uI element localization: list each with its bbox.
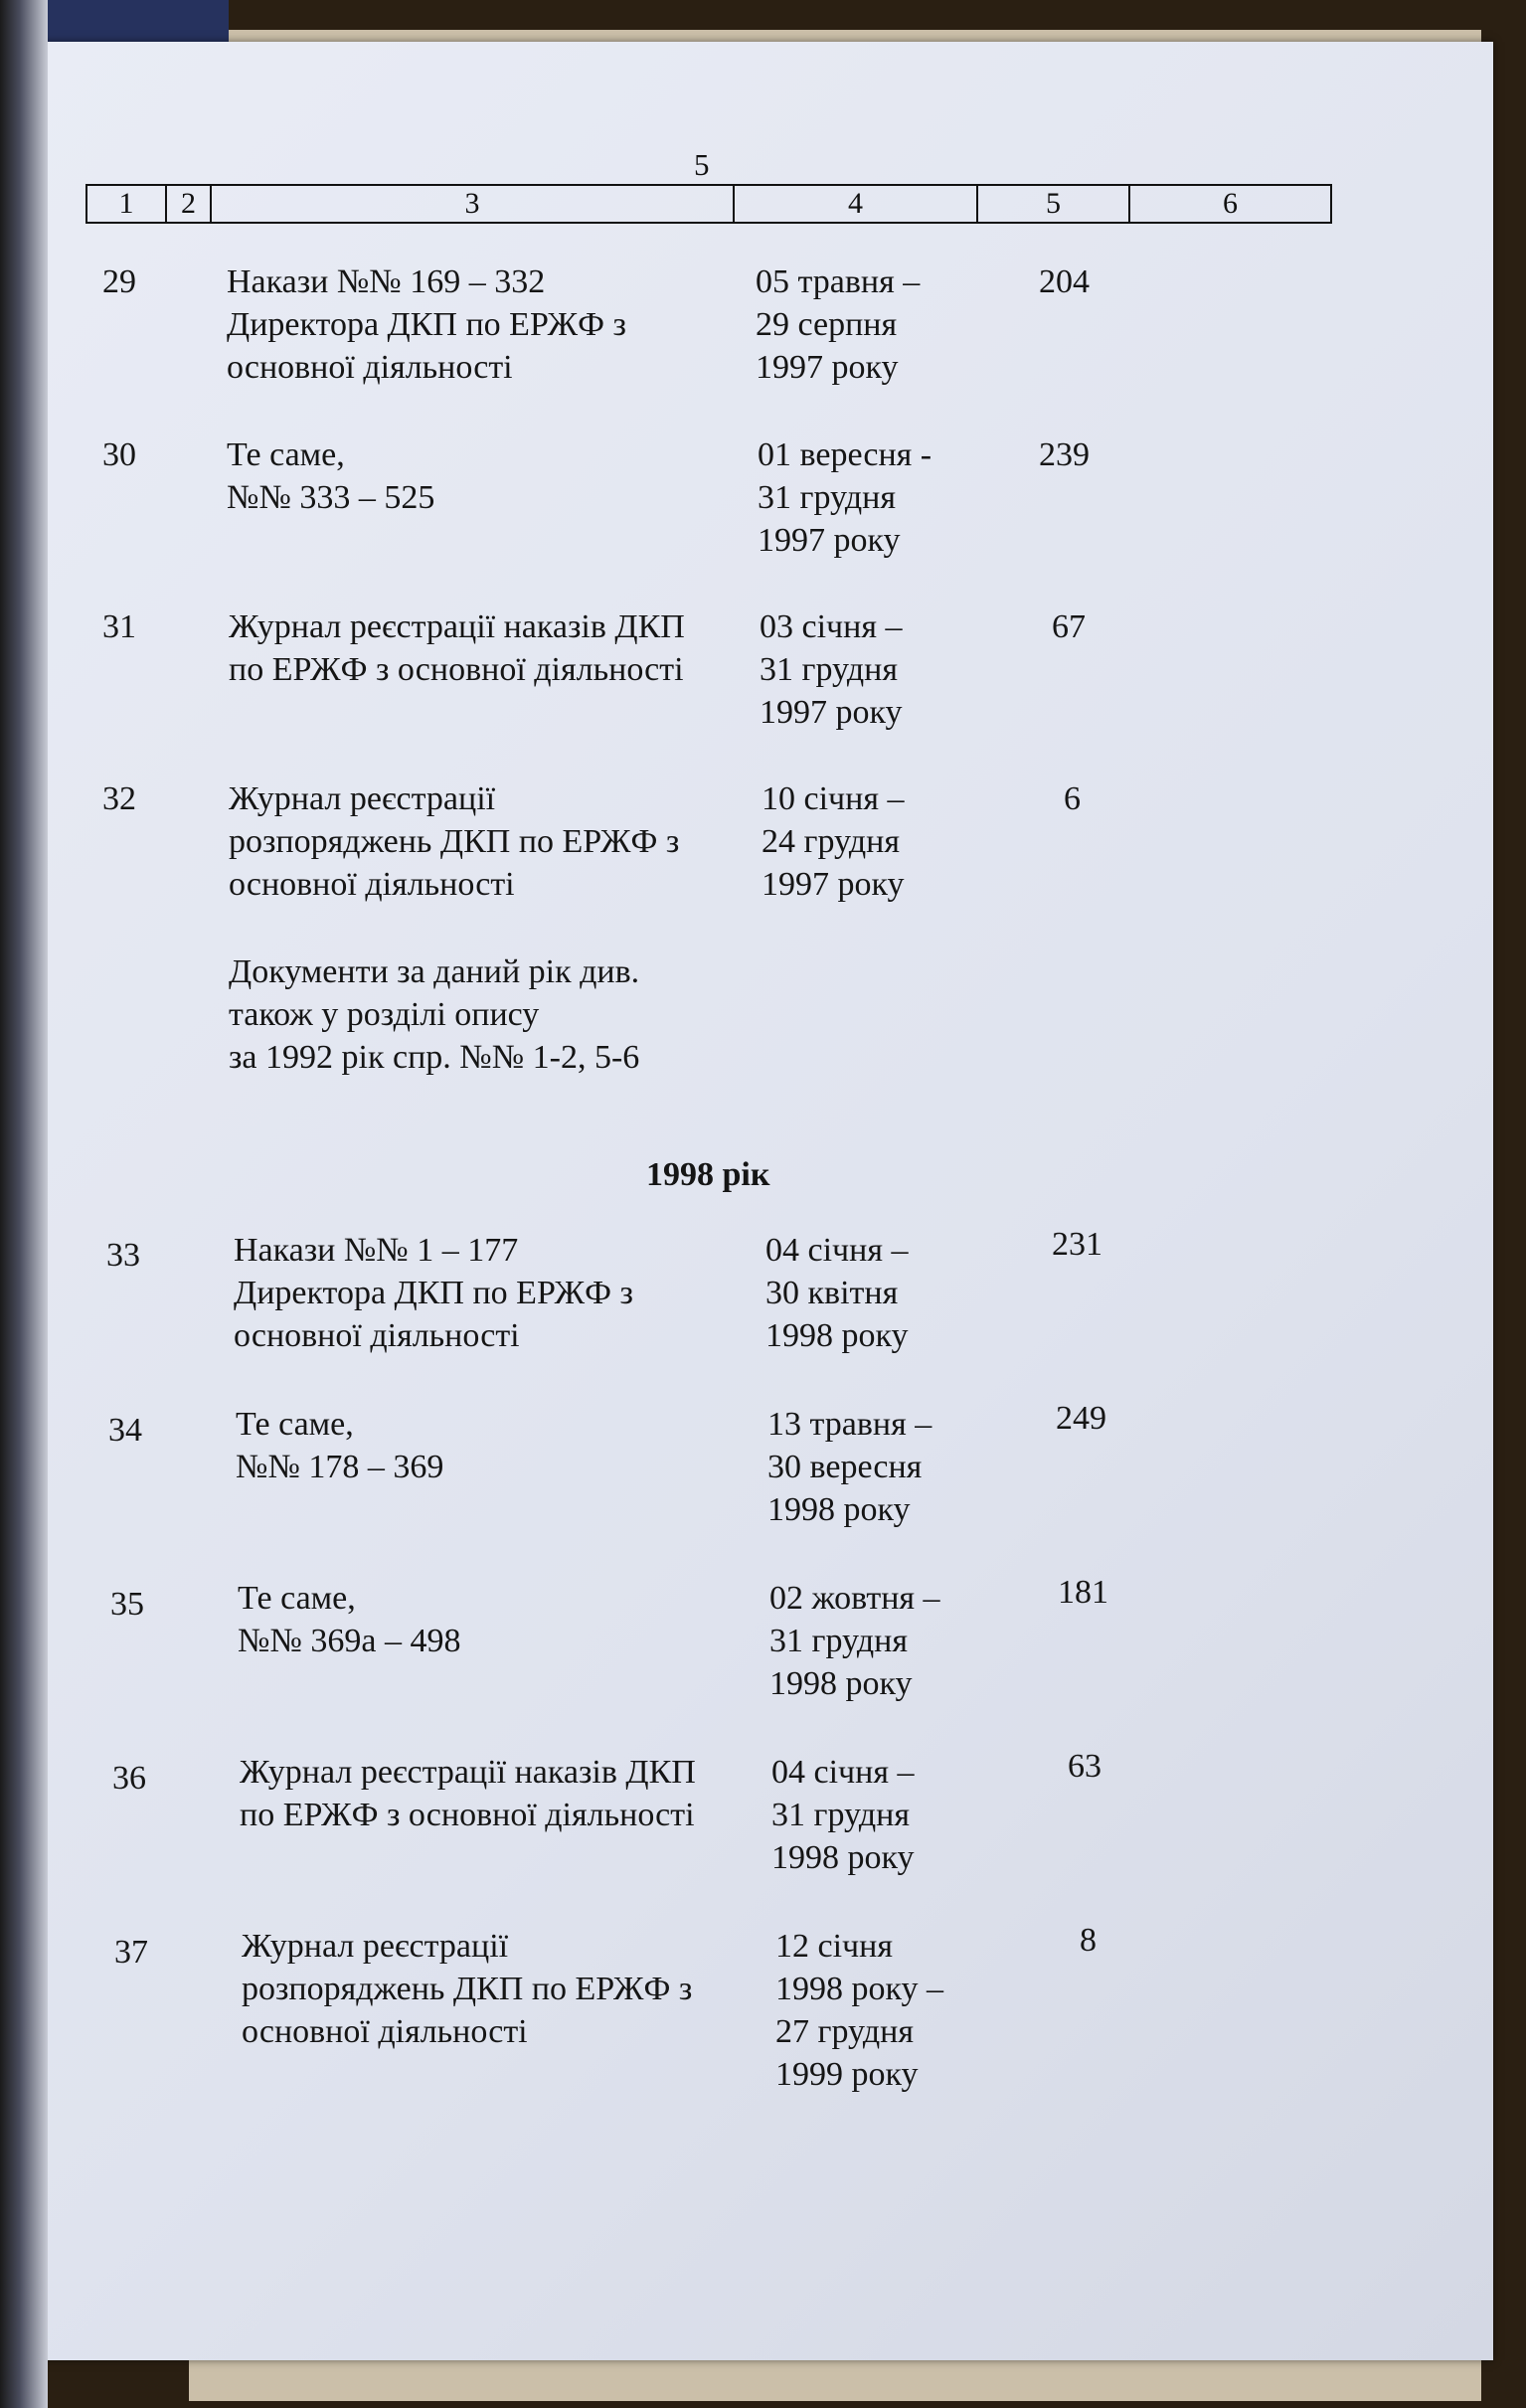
binding-spine: [0, 0, 48, 2408]
page-number: 5: [694, 147, 710, 182]
row-title: Те саме, №№ 369а – 498: [238, 1580, 461, 1659]
row-dates: 04 січня – 31 грудня 1998 року: [771, 1754, 915, 1876]
row-sheet-count: 181: [1058, 1574, 1108, 1611]
column-header-table: [85, 184, 1332, 224]
row-number: 35: [110, 1586, 144, 1623]
column-header: 1: [86, 185, 166, 223]
row-title: Накази №№ 1 – 177 Директора ДКП по ЕРЖФ з основної діяльності: [234, 1232, 633, 1354]
row-number: 37: [114, 1934, 148, 1971]
row-number: 33: [106, 1237, 140, 1274]
row-number: 34: [108, 1412, 142, 1449]
row-number: 31: [102, 608, 136, 645]
row-dates: 04 січня – 30 квітня 1998 року: [765, 1232, 909, 1354]
column-header: 6: [1129, 185, 1331, 223]
row-title: Те саме, №№ 178 – 369: [236, 1406, 444, 1485]
row-sheet-count: 239: [1039, 436, 1090, 473]
row-sheet-count: 63: [1068, 1748, 1102, 1785]
row-dates: 12 січня 1998 року – 27 грудня 1999 року: [775, 1928, 944, 2093]
row-title: Журнал реєстрації розпоряджень ДКП по ЕРЖФ з основної діяльності: [229, 780, 680, 903]
row-title: Журнал реєстрації розпоряджень ДКП по ЕРЖФ з основної діяльності: [242, 1928, 693, 2050]
row-title: Те саме, №№ 333 – 525: [227, 436, 435, 516]
column-header: 3: [211, 185, 734, 223]
column-header: 2: [166, 185, 211, 223]
row-dates: 05 травня – 29 серпня 1997 року: [756, 263, 921, 386]
row-sheet-count: 67: [1052, 608, 1086, 645]
row-sheet-count: 204: [1039, 263, 1090, 300]
row-dates: 03 січня – 31 грудня 1997 року: [760, 608, 903, 731]
row-number: 32: [102, 780, 136, 817]
column-header: 4: [734, 185, 977, 223]
row-dates: 13 травня – 30 вересня 1998 року: [767, 1406, 933, 1528]
row-title: Журнал реєстрації наказів ДКП по ЕРЖФ з основної діяльності: [240, 1754, 696, 1833]
row-sheet-count: 6: [1064, 780, 1081, 817]
row-dates: 02 жовтня – 31 грудня 1998 року: [769, 1580, 940, 1702]
row-dates: 01 вересня - 31 грудня 1997 року: [758, 436, 933, 559]
row-number: 29: [102, 263, 136, 300]
column-header: 5: [977, 185, 1129, 223]
row-dates: 10 січня – 24 грудня 1997 року: [762, 780, 905, 903]
row-sheet-count: 231: [1052, 1226, 1102, 1263]
row-title: Накази №№ 169 – 332 Директора ДКП по ЕРЖФ з основної діяльності: [227, 263, 626, 386]
row-number: 30: [102, 436, 136, 473]
row-sheet-count: 249: [1056, 1400, 1106, 1437]
year-section-heading: 1998 рік: [646, 1156, 770, 1193]
row-sheet-count: 8: [1080, 1922, 1097, 1959]
row-title: Журнал реєстрації наказів ДКП по ЕРЖФ з основної діяльності: [229, 608, 685, 688]
row-number: 36: [112, 1760, 146, 1797]
cross-reference-note: Документи за даний рік див. також у розділі опису за 1992 рік спр. №№ 1-2, 5-6: [229, 953, 640, 1076]
